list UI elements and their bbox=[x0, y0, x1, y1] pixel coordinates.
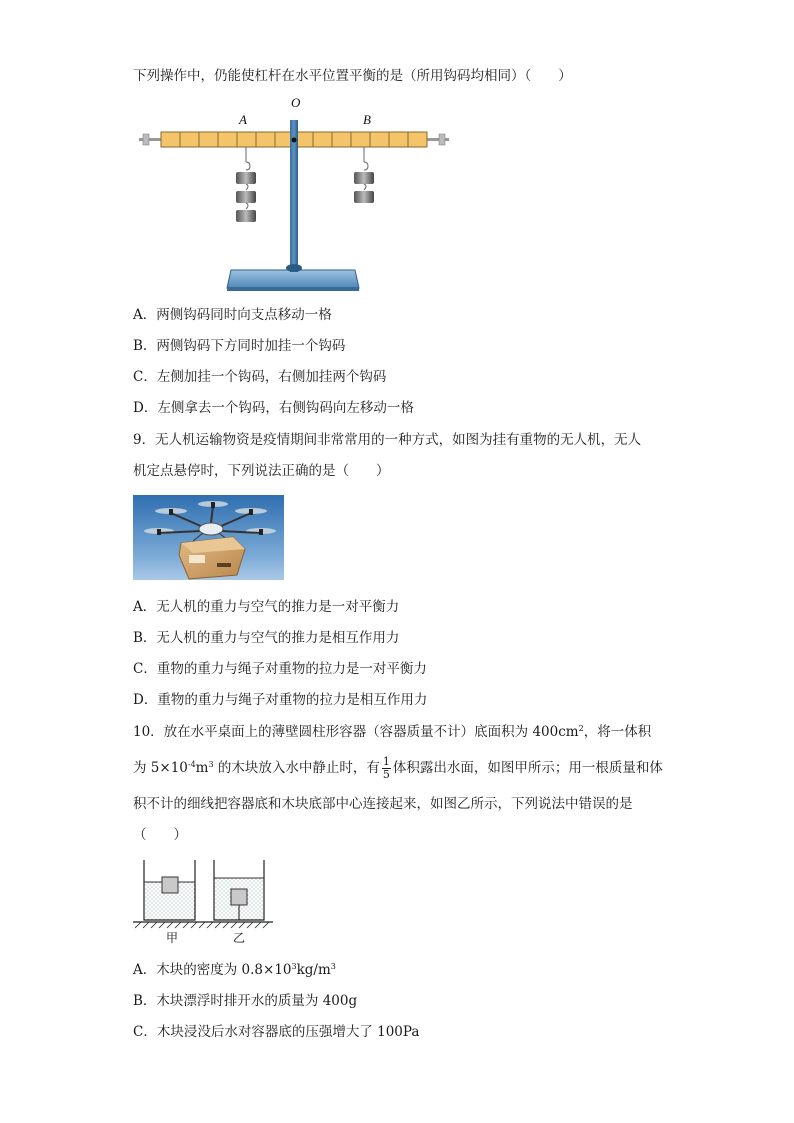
q9-option-b: B．无人机的重力与空气的推力是相互作用力 bbox=[133, 630, 400, 646]
q10-option-b: B．木块漂浮时排开水的质量为 400g bbox=[133, 993, 358, 1009]
q10-stem-line1: 10．放在水平桌面上的薄壁圆柱形容器（容器质量不计）底面积为 $400cm^2$，将一体积 bbox=[133, 724, 652, 740]
label-jia: 甲 bbox=[166, 931, 179, 945]
q9-stem-line2: 机定点悬停时，下列说法正确的是（ ） bbox=[133, 463, 390, 479]
q8-option-c: C．左侧加挂一个钩码，右侧加挂两个钩码 bbox=[133, 369, 387, 385]
q9-option-a: A．无人机的重力与空气的推力是一对平衡力 bbox=[133, 599, 400, 615]
label-yi: 乙 bbox=[233, 931, 246, 945]
left-weights bbox=[236, 147, 256, 222]
q9-stem-line1: 9．无人机运输物资是疫情期间非常常用的一种方式，如图为挂有重物的无人机，无人 bbox=[133, 432, 642, 448]
label-b: B bbox=[363, 112, 371, 127]
right-weights bbox=[354, 147, 374, 203]
q9-option-d: D．重物的重力与绳子对重物的拉力是相互作用力 bbox=[133, 692, 428, 708]
label-o: O bbox=[291, 95, 301, 110]
q9-option-c: C．重物的重力与绳子对重物的拉力是一对平衡力 bbox=[133, 661, 427, 677]
q8-option-b: B．两侧钩码下方同时加挂一个钩码 bbox=[133, 338, 346, 354]
q10-stem-line2: 为 $5\times 10^{-4}m^3$ 的木块放入水中静止时，有 $\frac{1}{5}$ 体积露出水面，如图甲所示；用一根质量和体 bbox=[133, 755, 663, 781]
q10-option-c: C．木块浸没后水对容器底的压强增大了 100Pa bbox=[133, 1024, 420, 1040]
q8-option-d: D．左侧拿去一个钩码，右侧钩码向左移动一格 bbox=[133, 400, 414, 416]
q10-stem-line3: 积不计的细线把容器底和木块底部中心连接起来，如图乙所示，下列说法中错误的是 bbox=[133, 796, 633, 812]
label-a: A bbox=[239, 112, 247, 127]
q8-stem: 下列操作中，仍能使杠杆在水平位置平衡的是（所用钩码均相同）（ ） bbox=[133, 68, 572, 84]
drone-image bbox=[133, 495, 284, 580]
containers-figure bbox=[133, 856, 273, 948]
q10-option-a: A．木块的密度为 $0.8\times 10^3kg/m^3$ bbox=[133, 962, 336, 978]
q10-stem-line4: （ ） bbox=[133, 827, 187, 843]
lever-figure bbox=[135, 92, 455, 297]
fraction-one-fifth: $\frac{1}{5}$ bbox=[382, 755, 390, 781]
q8-option-a: A．两侧钩码同时向支点移动一格 bbox=[133, 307, 332, 323]
